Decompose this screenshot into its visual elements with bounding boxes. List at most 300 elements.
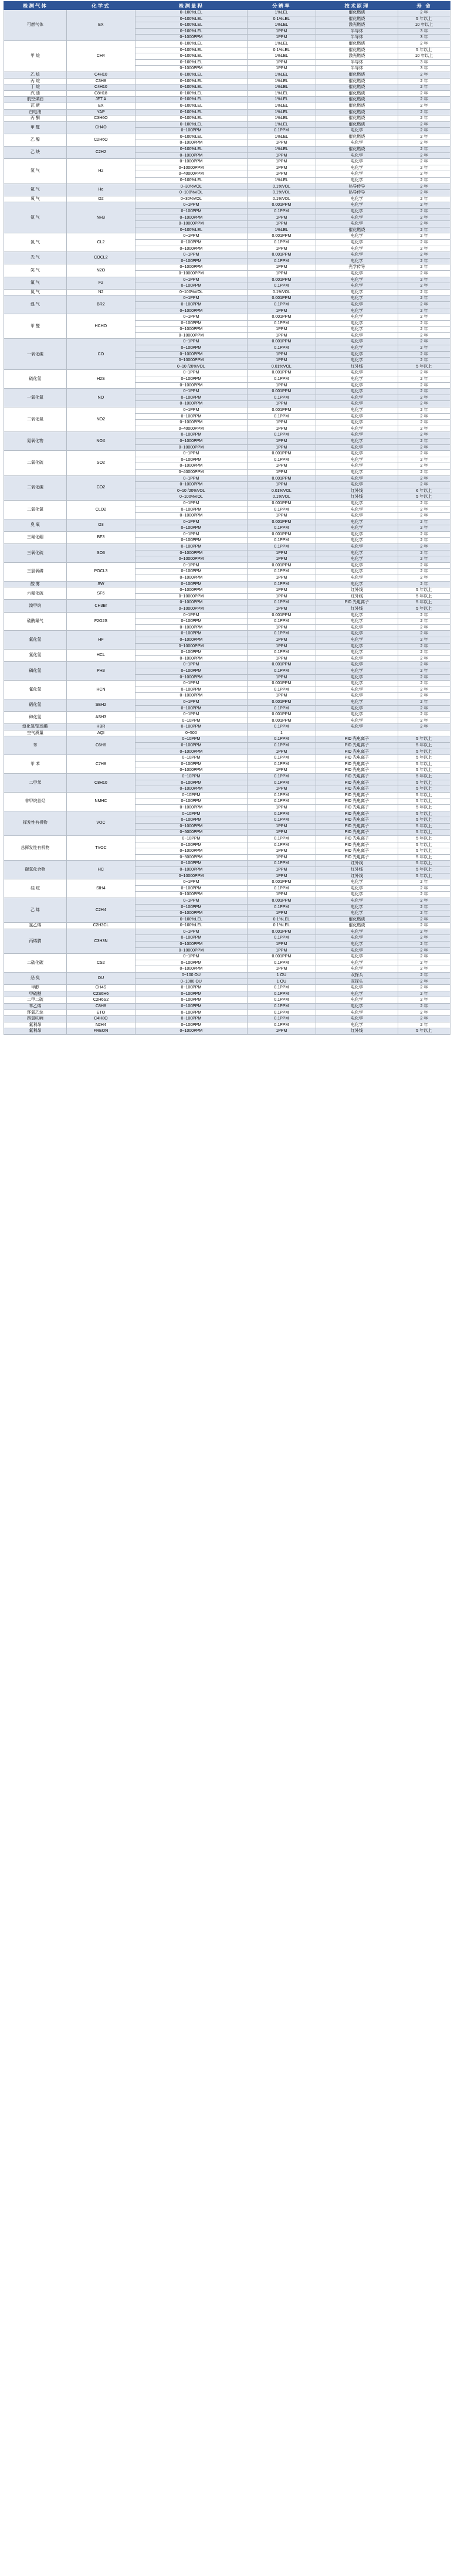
range-cell: 0~100%LEL	[135, 22, 247, 29]
lifetime-cell: 2 年	[398, 618, 450, 625]
technology-cell: 电化学	[316, 395, 398, 401]
table-row	[4, 954, 450, 960]
range-cell: 0~100PPM	[135, 1022, 247, 1028]
gas-formula-cell: SW	[66, 581, 135, 587]
lifetime-cell: 2 年	[398, 121, 450, 128]
range-cell: 0~100PPM	[135, 960, 247, 966]
header-gas-name: 检测气体	[4, 2, 67, 10]
lifetime-cell: 2 年	[398, 910, 450, 917]
technology-cell: PID 光电离子	[316, 835, 398, 842]
lifetime-cell: 5 年以上	[398, 363, 450, 370]
lifetime-cell: 2 年	[398, 90, 450, 97]
range-cell: 0~1000PPM	[135, 401, 247, 407]
resolution-cell: 1PPM	[247, 910, 316, 917]
range-cell: 0~1000PPM	[135, 674, 247, 681]
gas-name-cell: 溴化氢/氢溴酸	[4, 724, 67, 730]
range-cell: 0~40000PPM	[135, 171, 247, 178]
resolution-cell: 0.1%VOL	[247, 196, 316, 202]
technology-cell: 电化学	[316, 687, 398, 693]
resolution-cell: 0.1PPM	[247, 395, 316, 401]
range-cell: 0~100%LEL	[135, 109, 247, 115]
resolution-cell: 0.001PPM	[247, 712, 316, 718]
lifetime-cell: 2 年	[398, 624, 450, 631]
lifetime-cell: 2 年	[398, 221, 450, 227]
gas-formula-cell: C4H10	[66, 84, 135, 91]
table-row	[4, 134, 450, 140]
resolution-cell: 1%LEL	[247, 227, 316, 233]
lifetime-cell: 5 年以上	[398, 743, 450, 749]
resolution-cell: 0.001PPM	[247, 252, 316, 259]
lifetime-cell: 2 年	[398, 482, 450, 488]
technology-cell: 电化学	[316, 662, 398, 668]
range-cell: 0~1000PPM	[135, 587, 247, 594]
range-cell: 0~10PPM	[135, 774, 247, 780]
gas-name-cell: 氦 气	[4, 183, 67, 196]
gas-formula-cell: CH4	[66, 40, 135, 72]
technology-cell: 红外线	[316, 593, 398, 600]
range-cell: 0~100PPM	[135, 997, 247, 1004]
resolution-cell: 0.1PPM	[247, 525, 316, 532]
lifetime-cell: 6 年以上	[398, 488, 450, 494]
range-cell: 0~100%LEL	[135, 134, 247, 140]
resolution-cell: 0.1PPM	[247, 755, 316, 762]
resolution-cell: 0.1PPM	[247, 736, 316, 743]
technology-cell: 电化学	[316, 171, 398, 178]
technology-cell: 电化学	[316, 668, 398, 674]
range-cell: 0~10 /20%VOL	[135, 488, 247, 494]
table-row	[4, 792, 450, 798]
gas-name-cell: 硫化氢	[4, 370, 67, 389]
header-resolution: 分辨率	[247, 2, 316, 10]
range-cell: 0~100%LEL	[135, 59, 247, 66]
lifetime-cell: 2 年	[398, 960, 450, 966]
gas-name-cell: 丙烯腈	[4, 929, 67, 953]
gas-formula-cell: C6H6	[66, 736, 135, 755]
resolution-cell: 0.001PPM	[247, 277, 316, 283]
range-cell: 0~100PPM	[135, 283, 247, 290]
resolution-cell: 0.1PPM	[247, 985, 316, 991]
resolution-cell: 1PPM	[247, 550, 316, 556]
resolution-cell: 0.1PPM	[247, 376, 316, 383]
range-cell: 0~100PPM	[135, 631, 247, 637]
resolution-cell: 0.1%VOL	[247, 183, 316, 190]
resolution-cell: 1PPM	[247, 152, 316, 159]
range-cell: 0~100%LEL	[135, 10, 247, 16]
lifetime-cell: 2 年	[398, 413, 450, 420]
lifetime-cell: 2 年	[398, 301, 450, 308]
gas-name-cell: 丙 酮	[4, 115, 67, 122]
lifetime-cell: 2 年	[398, 693, 450, 699]
lifetime-cell: 2 年	[398, 581, 450, 587]
resolution-cell: 0.1PPM	[247, 631, 316, 637]
lifetime-cell: 2 年	[398, 252, 450, 259]
lifetime-cell: 5 年以上	[398, 749, 450, 755]
range-cell: 0~100PPM	[135, 376, 247, 383]
lifetime-cell: 5 年以上	[398, 780, 450, 786]
technology-cell: 电化学	[316, 215, 398, 221]
range-cell: 0~100PPM	[135, 432, 247, 439]
gas-formula-cell: F2	[66, 277, 135, 289]
resolution-cell: 1%LEL	[247, 115, 316, 122]
gas-formula-cell: C3H6O	[66, 115, 135, 122]
lifetime-cell: 2 年	[398, 892, 450, 898]
lifetime-cell: 2 年	[398, 407, 450, 414]
table-row	[4, 699, 450, 705]
technology-cell: 电化学	[316, 581, 398, 587]
resolution-cell: 1PPM	[247, 444, 316, 451]
technology-cell: 半导体	[316, 59, 398, 66]
lifetime-cell: 2 年	[398, 134, 450, 140]
lifetime-cell: 2 年	[398, 246, 450, 252]
lifetime-cell: 5 年以上	[398, 854, 450, 861]
resolution-cell: 0.1PPM	[247, 997, 316, 1004]
technology-cell: 电化学	[316, 947, 398, 954]
technology-cell: 电化学	[316, 407, 398, 414]
resolution-cell: 0.1PPM	[247, 209, 316, 215]
lifetime-cell: 5 年以上	[398, 767, 450, 774]
gas-name-cell: 苯乙烯	[4, 1004, 67, 1010]
range-cell: 0~1PPM	[135, 451, 247, 457]
table-row	[4, 233, 450, 240]
technology-cell: 激光燃烧	[316, 53, 398, 60]
table-row	[4, 587, 450, 594]
gas-name-cell: 甲醇	[4, 985, 67, 991]
gas-name-cell: 氧 气	[4, 196, 67, 202]
range-cell: 0~1PPM	[135, 233, 247, 240]
technology-cell: 电化学	[316, 332, 398, 339]
range-cell: 0~1000PPM	[135, 624, 247, 631]
range-cell: 0~1000PPM	[135, 655, 247, 662]
resolution-cell: 1PPM	[247, 587, 316, 594]
lifetime-cell: 2 年	[398, 538, 450, 544]
technology-cell: 电化学	[316, 283, 398, 290]
gas-name-cell: 二氧化氯	[4, 500, 67, 519]
lifetime-cell: 2 年	[398, 97, 450, 103]
range-cell: 0~1000PPM	[135, 438, 247, 444]
technology-cell: 电化学	[316, 314, 398, 321]
resolution-cell: 1PPM	[247, 693, 316, 699]
range-cell: 0~10000PPM	[135, 593, 247, 600]
gas-name-cell: 硫酰氟气	[4, 612, 67, 631]
range-cell: 0~100%LEL	[135, 40, 247, 47]
resolution-cell: 1PPM	[247, 358, 316, 364]
technology-cell: 催化燃烧	[316, 103, 398, 109]
lifetime-cell: 2 年	[398, 556, 450, 563]
technology-cell: 红外线	[316, 494, 398, 501]
technology-cell: 电化学	[316, 295, 398, 302]
gas-formula-cell: CH4O	[66, 121, 135, 134]
range-cell: 0~1PPM	[135, 898, 247, 904]
gas-name-cell: 苯	[4, 736, 67, 755]
range-cell: 0~1000PPM	[135, 693, 247, 699]
table-row	[4, 115, 450, 122]
technology-cell: 双探头	[316, 973, 398, 979]
range-cell: 0~100PPM	[135, 780, 247, 786]
lifetime-cell: 2 年	[398, 444, 450, 451]
range-cell: 0~100PPM	[135, 395, 247, 401]
gas-formula-cell: ASH3	[66, 712, 135, 724]
lifetime-cell: 2 年	[398, 109, 450, 115]
lifetime-cell: 2 年	[398, 463, 450, 470]
lifetime-cell: 2 年	[398, 239, 450, 246]
technology-cell: PID 光电离子	[316, 774, 398, 780]
gas-formula-cell: C7H8	[66, 755, 135, 774]
header-formula: 化学式	[66, 2, 135, 10]
resolution-cell: 1PPM	[247, 469, 316, 475]
range-cell: 0~1000PPM	[135, 786, 247, 793]
range-cell: 0~10PPM	[135, 736, 247, 743]
lifetime-cell: 2 年	[398, 128, 450, 134]
technology-cell: 电化学	[316, 339, 398, 345]
technology-cell: 半导体	[316, 28, 398, 35]
resolution-cell: 1PPM	[247, 637, 316, 643]
table-header	[4, 2, 450, 10]
range-cell: 0~100PPM	[135, 650, 247, 656]
lifetime-cell: 2 年	[398, 183, 450, 190]
resolution-cell: 0.001PPM	[247, 718, 316, 724]
gas-name-cell: 二硫化碳	[4, 954, 67, 973]
header-lifetime: 寿 命	[398, 2, 450, 10]
range-cell: 0~100PPM	[135, 1010, 247, 1016]
range-cell: 0~40000PPM	[135, 469, 247, 475]
gas-formula-cell: NO	[66, 389, 135, 407]
technology-cell: 红外线	[316, 488, 398, 494]
lifetime-cell: 2 年	[398, 469, 450, 475]
gas-name-cell: 乙 醇	[4, 134, 67, 146]
resolution-cell: 1%LEL	[247, 178, 316, 184]
resolution-cell: 1PPM	[247, 513, 316, 519]
table-row	[4, 973, 450, 979]
gas-name-cell: 航空煤油	[4, 97, 67, 103]
range-cell: 0~1000PPM	[135, 513, 247, 519]
gas-formula-cell: C2H6O	[66, 134, 135, 146]
range-cell: 0~100%LEL	[135, 923, 247, 929]
lifetime-cell: 2 年	[398, 401, 450, 407]
resolution-cell: 1PPM	[247, 482, 316, 488]
resolution-cell: 1 OU	[247, 973, 316, 979]
lifetime-cell: 2 年	[398, 1016, 450, 1022]
gas-formula-cell: HCHO	[66, 314, 135, 339]
range-cell: 0~10PPM	[135, 811, 247, 817]
technology-cell: 电化学	[316, 904, 398, 910]
resolution-cell: 0.1PPM	[247, 774, 316, 780]
range-cell: 0~10PPM	[135, 835, 247, 842]
technology-cell: 电化学	[316, 327, 398, 333]
resolution-cell: 1PPM	[247, 246, 316, 252]
resolution-cell: 0.1PPM	[247, 1022, 316, 1028]
table-row	[4, 991, 450, 997]
range-cell: 0~1PPM	[135, 681, 247, 687]
technology-cell: 红外线	[316, 606, 398, 613]
range-cell: 0~1PPM	[135, 370, 247, 376]
range-cell: 0~1000PPM	[135, 264, 247, 271]
gas-formula-cell: SO3	[66, 544, 135, 563]
lifetime-cell: 2 年	[398, 420, 450, 426]
lifetime-cell: 2 年	[398, 165, 450, 171]
range-cell: 0~500	[135, 730, 247, 736]
table-row	[4, 40, 450, 47]
gas-formula-cell: C4H10	[66, 72, 135, 78]
gas-formula-cell: H2S	[66, 370, 135, 389]
table-row	[4, 650, 450, 656]
range-cell: 0~100PPM	[135, 345, 247, 352]
lifetime-cell: 2 年	[398, 159, 450, 165]
technology-cell: 热导传导	[316, 190, 398, 196]
range-cell: 0~30%VOL	[135, 196, 247, 202]
table-row	[4, 923, 450, 929]
resolution-cell: 0.1PPM	[247, 861, 316, 867]
range-cell: 0~100%LEL	[135, 16, 247, 22]
range-cell: 0~100PPM	[135, 798, 247, 805]
table-row	[4, 898, 450, 904]
table-row	[4, 1004, 450, 1010]
technology-cell: 电化学	[316, 277, 398, 283]
range-cell: 0~1PPM	[135, 389, 247, 395]
range-cell: 0~1PPM	[135, 712, 247, 718]
table-row	[4, 10, 450, 16]
lifetime-cell: 2 年	[398, 147, 450, 153]
lifetime-cell: 2 年	[398, 202, 450, 209]
range-cell: 0~1PPM	[135, 202, 247, 209]
range-cell: 0~100PPM	[135, 525, 247, 532]
gas-formula-cell: C8H8	[66, 1004, 135, 1010]
gas-formula-cell: CS2	[66, 954, 135, 973]
table-row	[4, 531, 450, 538]
lifetime-cell: 2 年	[398, 345, 450, 352]
resolution-cell: 0.1PPM	[247, 569, 316, 575]
gas-formula-cell: He	[66, 183, 135, 196]
gas-name-cell: 甲 苯	[4, 755, 67, 774]
gas-formula-cell: CLO2	[66, 500, 135, 519]
lifetime-cell: 2 年	[398, 1022, 450, 1028]
table-row	[4, 339, 450, 345]
table-row	[4, 612, 450, 618]
range-cell: 0~1PPM	[135, 295, 247, 302]
range-cell: 0~100%LEL	[135, 47, 247, 53]
table-row	[4, 861, 450, 867]
range-cell: 0~1000PPM	[135, 159, 247, 165]
resolution-cell: 0.001PPM	[247, 879, 316, 886]
lifetime-cell: 5 年以上	[398, 848, 450, 855]
gas-formula-cell: C2H4	[66, 898, 135, 922]
gas-name-cell: 空气质量	[4, 730, 67, 736]
lifetime-cell: 2 年	[398, 314, 450, 321]
resolution-cell: 0.001PPM	[247, 295, 316, 302]
lifetime-cell: 5 年以上	[398, 47, 450, 53]
gas-name-cell: 白电油	[4, 109, 67, 115]
technology-cell: PID 光电离子	[316, 761, 398, 767]
range-cell: 0~100PPM	[135, 985, 247, 991]
technology-cell: 催化燃烧	[316, 916, 398, 923]
resolution-cell: 0.1PPM	[247, 724, 316, 730]
resolution-cell: 1PPM	[247, 606, 316, 613]
technology-cell: 电化学	[316, 438, 398, 444]
gas-name-cell: 三氯氧磷	[4, 562, 67, 581]
technology-cell: 电化学	[316, 469, 398, 475]
resolution-cell: 1PPM	[247, 463, 316, 470]
technology-cell: 红外线	[316, 1028, 398, 1035]
table-row	[4, 277, 450, 283]
resolution-cell: 0.001PPM	[247, 929, 316, 935]
table-row	[4, 72, 450, 78]
resolution-cell: 0.001PPM	[247, 500, 316, 507]
resolution-cell: 0.1PPM	[247, 780, 316, 786]
range-cell: 0~1000PPM	[135, 215, 247, 221]
range-cell: 0~100PPM	[135, 761, 247, 767]
gas-name-cell: 二氧化碳	[4, 475, 67, 500]
lifetime-cell: 10 年以上	[398, 22, 450, 29]
gas-name-cell: 光 气	[4, 252, 67, 264]
gas-formula-cell: SEH2	[66, 699, 135, 711]
resolution-cell: 0.001PPM	[247, 699, 316, 705]
resolution-cell: 1PPM	[247, 575, 316, 582]
lifetime-cell: 2 年	[398, 171, 450, 178]
resolution-cell: 1PPM	[247, 66, 316, 72]
range-cell: 0~1000PPM	[135, 420, 247, 426]
resolution-cell: 0.01%VOL	[247, 488, 316, 494]
range-cell: 0~1000PPM	[135, 910, 247, 917]
table-row	[4, 289, 450, 295]
technology-cell: 电化学	[316, 432, 398, 439]
range-cell: 0~1000PPM	[135, 575, 247, 582]
table-row	[4, 631, 450, 637]
gas-name-cell: 甲 烷	[4, 40, 67, 72]
lifetime-cell: 2 年	[398, 513, 450, 519]
range-cell: 0~100PPM	[135, 569, 247, 575]
range-cell: 0~1PPM	[135, 339, 247, 345]
technology-cell: 半导体	[316, 35, 398, 41]
resolution-cell: 0.1PPM	[247, 581, 316, 587]
technology-cell: PID 光电离子	[316, 786, 398, 793]
lifetime-cell: 2 年	[398, 569, 450, 575]
resolution-cell: 1PPM	[247, 221, 316, 227]
lifetime-cell: 2 年	[398, 712, 450, 718]
technology-cell: 催化燃烧	[316, 40, 398, 47]
resolution-cell: 1PPM	[247, 786, 316, 793]
gas-formula-cell: SO2	[66, 451, 135, 475]
lifetime-cell: 2 年	[398, 929, 450, 935]
technology-cell: 电化学	[316, 631, 398, 637]
table-row	[4, 475, 450, 482]
gas-formula-cell: O3	[66, 519, 135, 531]
resolution-cell: 0.1PPM	[247, 904, 316, 910]
range-cell: 0~10 /20%VOL	[135, 363, 247, 370]
technology-cell: PID 光电离子	[316, 823, 398, 830]
technology-cell: 电化学	[316, 420, 398, 426]
technology-cell: PID 光电离子	[316, 848, 398, 855]
resolution-cell: 0.1PPM	[247, 811, 316, 817]
gas-name-cell: 四氢呋喃	[4, 1016, 67, 1022]
resolution-cell: 0.1PPM	[247, 668, 316, 674]
gas-formula-cell: NH3	[66, 202, 135, 233]
gas-name-cell: 可燃气体	[4, 10, 67, 41]
resolution-cell: 0.001PPM	[247, 562, 316, 569]
range-cell: 0~100%LEL	[135, 916, 247, 923]
gas-name-cell: 一氧化氮	[4, 389, 67, 407]
lifetime-cell: 2 年	[398, 376, 450, 383]
resolution-cell: 0.1%LEL	[247, 47, 316, 53]
resolution-cell: 1%LEL	[247, 53, 316, 60]
technology-cell: 电化学	[316, 239, 398, 246]
range-cell: 0~1000PPM	[135, 749, 247, 755]
technology-cell: 电化学	[316, 376, 398, 383]
lifetime-cell: 5 年以上	[398, 761, 450, 767]
gas-formula-cell: NMHC	[66, 792, 135, 811]
gas-name-cell: 氨 气	[4, 202, 67, 233]
gas-name-cell: 溴 气	[4, 295, 67, 314]
technology-cell: 电化学	[316, 569, 398, 575]
gas-formula-cell: CO	[66, 339, 135, 370]
